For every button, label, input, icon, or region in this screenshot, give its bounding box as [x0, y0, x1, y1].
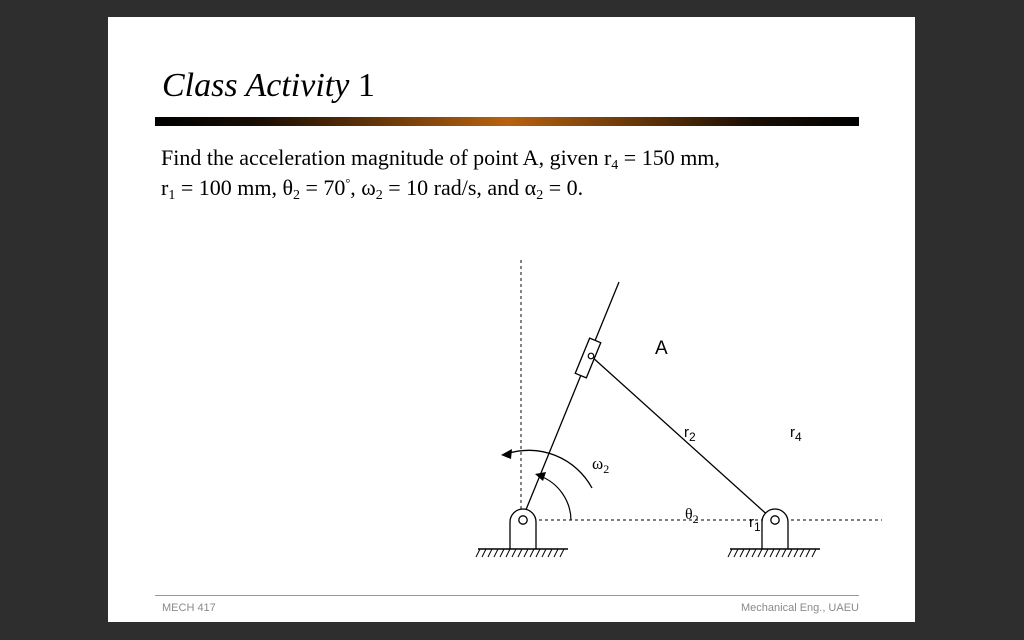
mechanism-diagram	[468, 257, 888, 577]
problem-line-2	[161, 173, 720, 203]
r1-symbol: r	[161, 175, 169, 200]
r4-subscript: 4	[611, 158, 619, 173]
title-divider	[155, 117, 859, 126]
alpha-symbol: α	[524, 175, 537, 200]
omega-subscript: 2	[375, 188, 383, 203]
omega-value: = 10 rad/s, and	[382, 175, 525, 200]
degree-symbol: °	[345, 176, 351, 190]
theta2-arrowhead	[535, 472, 546, 481]
footer-course: MECH 417	[162, 602, 216, 614]
alpha-value: = 0.	[543, 175, 584, 200]
pin-A	[588, 353, 594, 359]
label-r1: $r_1$	[749, 514, 761, 534]
title-text: Class Activity	[162, 67, 350, 104]
omega2-arrowhead	[501, 449, 512, 459]
theta-value: = 70	[300, 175, 346, 200]
footer-department: Mechanical Eng., UAEU	[741, 602, 859, 614]
separator: ,	[350, 175, 362, 200]
ground-pivot-left	[476, 509, 568, 557]
label-theta2: $\theta_2$	[685, 506, 699, 526]
theta-symbol: θ	[282, 175, 294, 200]
title-number: 1	[357, 67, 375, 104]
problem-line-1	[161, 143, 720, 173]
omega2-arc	[506, 450, 592, 488]
slide-title	[162, 67, 375, 105]
ground-pivot-right	[728, 509, 820, 557]
omega-symbol: ω	[361, 175, 376, 200]
footer-divider	[155, 595, 859, 596]
label-omega2: $\omega_2$	[592, 454, 610, 476]
slider-block	[575, 338, 601, 378]
r4-value: = 150 mm,	[618, 145, 720, 170]
r1-subscript: 1	[168, 188, 176, 203]
link-r4	[591, 356, 772, 519]
label-A: A	[655, 338, 668, 359]
theta2-arc	[540, 476, 571, 520]
label-r2: $r_2$	[684, 424, 696, 444]
r1-value: = 100 mm,	[175, 175, 283, 200]
theta-subscript: 2	[293, 188, 301, 203]
label-r4: $r_4$	[790, 424, 802, 444]
link-r2	[523, 282, 619, 517]
slide	[108, 17, 915, 622]
alpha-subscript: 2	[536, 188, 544, 203]
problem-statement	[161, 143, 720, 203]
problem-text: Find the acceleration magnitude of point A, given r	[161, 145, 612, 170]
